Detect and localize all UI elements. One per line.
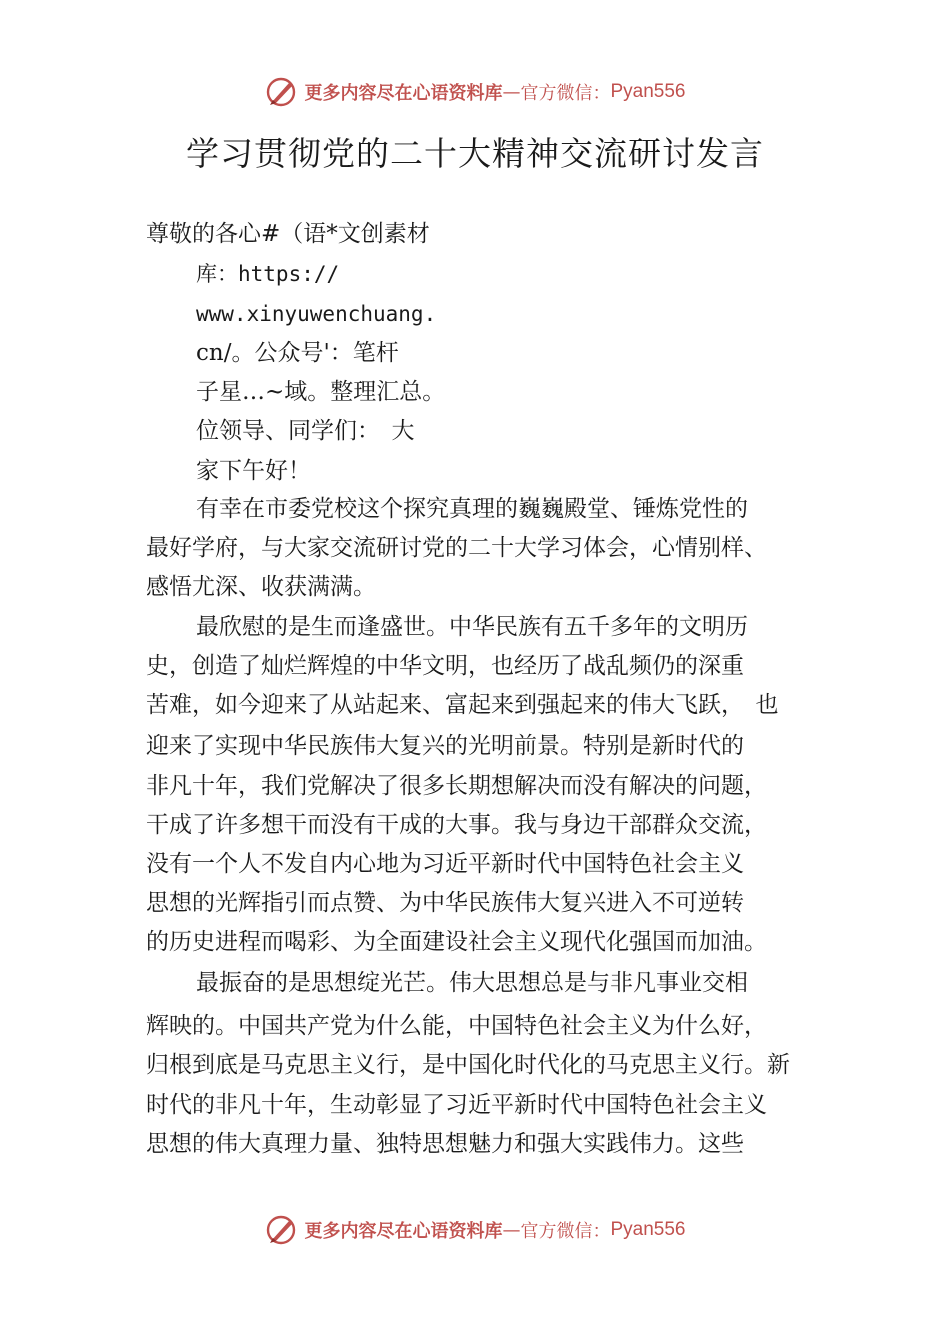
header-banner (0, 72, 950, 112)
body-line: 归根到底是马克思主义行，是中国化时代化的马克思主义行。新 (146, 1052, 790, 1078)
body-line: 家下午好！ (196, 458, 311, 484)
body-line: 干成了许多想干而没有干成的大事。我与身边干部群众交流， (146, 812, 767, 838)
banner-wechat-id: Pyan556 (610, 81, 686, 102)
body-line: 感悟尤深、收获满满。 (146, 574, 376, 600)
body-line: 史，创造了灿烂辉煌的中华文明，也经历了战乱频仍的深重 (146, 653, 744, 679)
banner-label: 官方微信： (520, 83, 611, 104)
banner-prefix: 更多内容尽在心语资料库 (304, 1221, 503, 1242)
body-line: www.xinyuwenchuang. (196, 302, 437, 326)
banner-label: 官方微信： (520, 1221, 611, 1242)
body-line: 时代的非凡十年，生动彰显了习近平新时代中国特色社会主义 (146, 1092, 767, 1118)
body-line: 位领导、同学们： 大 (196, 418, 415, 444)
body-line: 思想的伟大真理力量、独特思想魅力和强大实践伟力。这些 (146, 1131, 744, 1157)
footer-banner (0, 1210, 950, 1250)
body-line: 最欣慰的是生而逢盛世。中华民族有五千多年的文明历 (196, 614, 748, 640)
pen-logo-icon (264, 1213, 298, 1247)
body-line: 的历史进程而喝彩、为全面建设社会主义现代化强国而加油。 (146, 929, 767, 955)
body-line: 库：https:// (196, 262, 340, 286)
body-line: 尊敬的各心#（语*文创素材 (146, 221, 430, 247)
body-line: 非凡十年，我们党解决了很多长期想解决而没有解决的问题， (146, 773, 767, 799)
body-line: 辉映的。中国共产党为什么能，中国特色社会主义为什么好， (146, 1013, 767, 1039)
body-line: 最好学府，与大家交流研讨党的二十大学习体会，心情别样、 (146, 535, 767, 561)
body-line: 思想的光辉指引而点赞、为中华民族伟大复兴进入不可逆转 (146, 890, 744, 916)
body-line: 子星…~域。整理汇总。 (196, 379, 446, 405)
banner-prefix: 更多内容尽在心语资料库 (304, 83, 503, 104)
body-line: 有幸在市委党校这个探究真理的巍巍殿堂、锤炼党性的 (196, 496, 748, 522)
banner-dash: — (502, 81, 521, 103)
body-line: cn/。公众号'：笔杆 (196, 340, 399, 366)
banner-dash: — (502, 1219, 521, 1241)
body-line: 没有一个人不发自内心地为习近平新时代中国特色社会主义 (146, 851, 744, 877)
document-title: 学习贯彻党的二十大精神交流研讨发言 (186, 134, 764, 173)
banner-wechat-id: Pyan556 (610, 1219, 686, 1240)
body-line: 迎来了实现中华民族伟大复兴的光明前景。特别是新时代的 (146, 733, 744, 759)
body-line: 苦难，如今迎来了从站起来、富起来到强起来的伟大飞跃， 也 (146, 692, 779, 718)
pen-logo-icon (264, 75, 298, 109)
body-line: 最振奋的是思想绽光芒。伟大思想总是与非凡事业交相 (196, 970, 748, 996)
